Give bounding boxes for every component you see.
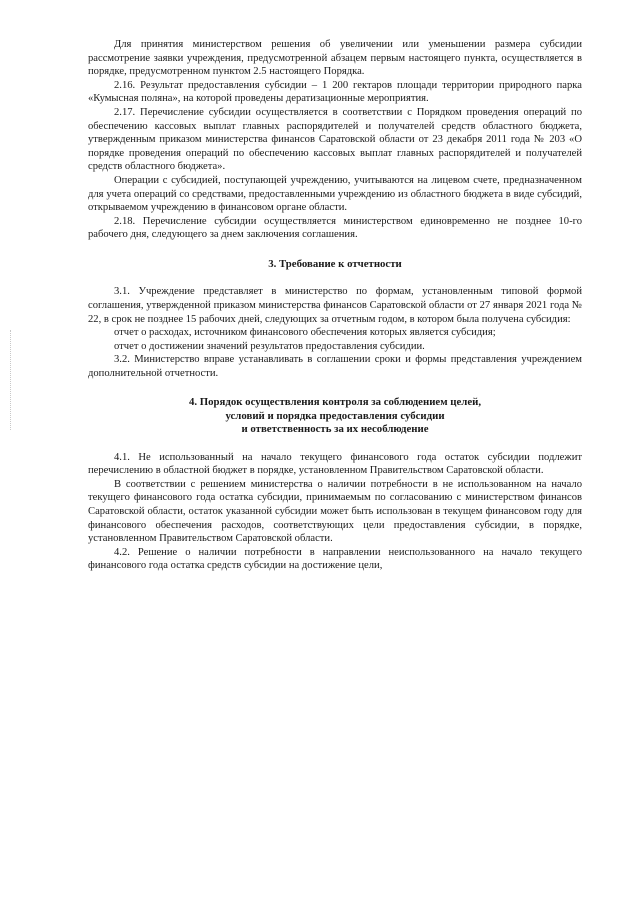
paragraph-4-2: 4.2. Решение о наличии потребности в направлении неиспользованного на начало текущего финансового года остатка средств субсидии на достижение цели,: [88, 546, 582, 572]
paragraph-2-16: 2.16. Результат предоставления субсидии – 1 200 гектаров площади территории природного парка «Кумысная поляна», на которой проведены дератизационные мероприятия.: [88, 79, 582, 105]
paragraph-remaining-balance: В соответствии с решением министерства о наличии потребности в не использованном на начало текущего финансового года остатка субсидии, принимаемым по согласованию с министерством финансов Саратовской области, остаток указанной субсидии может быть использован в текущем финансовом году для финансового обеспечения расходов, соответствующих цели предоставления субсидии, в порядке, установленном Правительством Саратовской области.: [88, 478, 582, 545]
section-4-heading-line-2: условий и порядка предоставления субсидии: [225, 409, 445, 422]
paragraph-2-17: 2.17. Перечисление субсидии осуществляется в соответствии с Порядком проведения операций по обеспечению кассовых выплат главных распорядителей и получателей средств областного бюджета, утвержденным приказом министерства финансов Саратовской области от 23 декабря 2011 года № 203 «О порядке проведения операций по обеспечению кассовых выплат главных распорядителей и получателей средств областного бюджета».: [88, 106, 582, 173]
paragraph-2-18: 2.18. Перечисление субсидии осуществляется министерством единовременно не позднее 10-го рабочего дня, следующего за днем заключения соглашения.: [88, 215, 582, 241]
scan-margin-mark: [10, 330, 12, 430]
paragraph-subsidy-operations: Операции с субсидией, поступающей учреждению, учитываются на лицевом счете, предназначенном для учета операций со средствами, предоставленными учреждению из областного бюджета в виде субсидий, открываемом учреждению в финансовом органе области.: [88, 174, 582, 214]
paragraph-application-review: Для принятия министерством решения об увеличении или уменьшении размера субсидии рассмотрение заявки учреждения, предусмотренной абзацем первым настоящего пункта, осуществляется в порядке, предусмотренном пунктом 2.5 настоящего Порядка.: [88, 39, 582, 78]
section-3-heading: 3. Требование к отчетности: [268, 257, 402, 270]
section-4-heading-line-1: 4. Порядок осуществления контроля за соблюдением целей,: [188, 396, 482, 409]
paragraph-expense-report: отчет о расходах, источником финансового обеспечения которых является субсидия;: [114, 327, 496, 339]
section-4-heading-line-3: и ответственность за их несоблюдение: [241, 423, 429, 436]
paragraph-4-1: 4.1. Не использованный на начало текущего финансового года остаток субсидии подлежит перечислению в областной бюджет в порядке, установленном Правительством Саратовской области.: [88, 451, 582, 477]
paragraph-3-1: 3.1. Учреждение представляет в министерство по формам, установленным типовой формой соглашения, утвержденной приказом министерства финансов Саратовской области от 27 января 2021 года № 22, в срок не позднее 15 рабочих дней, следующих за отчетным годом, в котором была получена субсидия:: [88, 286, 582, 325]
paragraph-results-report: отчет о достижении значений результатов предоставления субсидии.: [114, 340, 425, 352]
paragraph-3-2: 3.2. Министерство вправе устанавливать в соглашении сроки и формы представления учреждением дополнительной отчетности.: [88, 354, 582, 379]
